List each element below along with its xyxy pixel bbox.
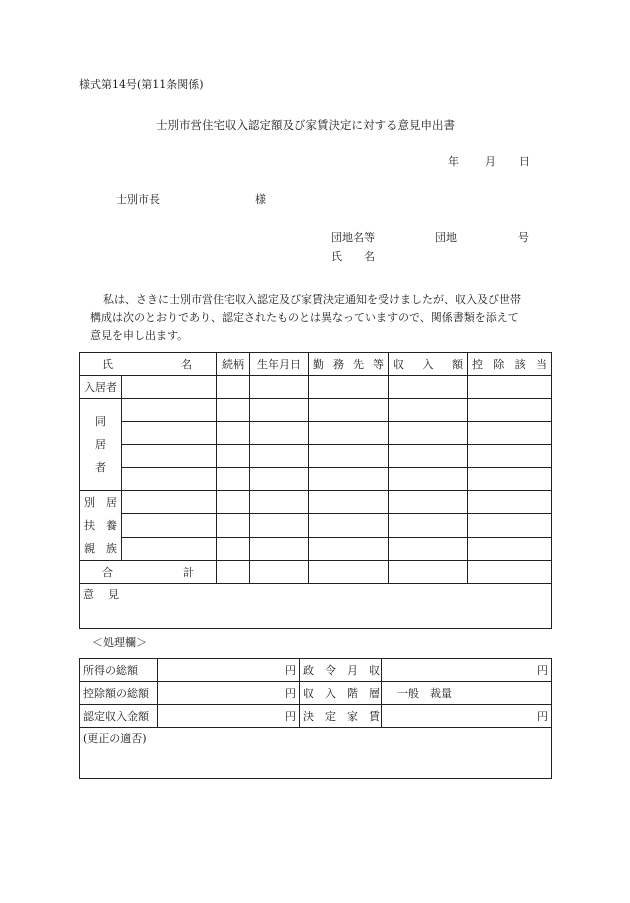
processing-row [80, 705, 552, 728]
cell[interactable] [468, 514, 552, 537]
resident-row [80, 376, 552, 399]
total-row [80, 561, 552, 584]
cell[interactable] [250, 561, 309, 584]
cell[interactable] [309, 468, 389, 491]
cell[interactable] [309, 537, 389, 560]
cell[interactable] [309, 561, 389, 584]
separate-row [80, 491, 552, 514]
form-number: 様式第14号(第11条関係) [79, 78, 204, 91]
cell[interactable] [468, 422, 552, 445]
applicant-name-label: 氏 名 [331, 250, 375, 263]
cohabitant-row [80, 445, 552, 468]
separate-row [80, 537, 552, 560]
cell[interactable] [309, 376, 389, 399]
addressee-name: 士別市長 [116, 193, 160, 206]
cell[interactable] [217, 468, 250, 491]
cell[interactable] [389, 376, 468, 399]
cell[interactable] [122, 399, 217, 422]
cell[interactable] [217, 491, 250, 514]
header-income: 収 入 額 [389, 353, 468, 376]
cell[interactable] [122, 422, 217, 445]
separate-row [80, 514, 552, 537]
cohabitant-label: 同 居 者 [80, 399, 122, 491]
cell[interactable] [217, 537, 250, 560]
separate-label: 別 居 扶 養 親 族 [80, 491, 122, 561]
addressee-honorific: 様 [255, 193, 266, 206]
monthly-income-value[interactable]: 円 [382, 659, 552, 682]
cell[interactable] [122, 514, 217, 537]
cell[interactable] [468, 468, 552, 491]
decided-rent-value[interactable]: 円 [382, 705, 552, 728]
body-line-1: 私は、さきに士別市営住宅収入認定及び家賃決定通知を受けましたが、収入及び世帯 [103, 293, 521, 306]
cell[interactable] [389, 561, 468, 584]
cell[interactable] [217, 399, 250, 422]
number-suffix: 号 [518, 231, 529, 244]
remarks-row [80, 728, 552, 779]
body-line-2: 構成は次のとおりであり、認定されたものとは異なっていますので、関係書類を添えて [90, 311, 519, 324]
cell[interactable] [217, 422, 250, 445]
cell[interactable] [468, 399, 552, 422]
decided-rent-label: 決 定 家 賃 [300, 705, 382, 728]
cell[interactable] [309, 514, 389, 537]
cell[interactable] [217, 445, 250, 468]
cell[interactable] [250, 537, 309, 560]
total-label: 合 計 [80, 561, 217, 584]
certified-income-label: 認定収入金額 [80, 705, 158, 728]
cell[interactable] [122, 468, 217, 491]
cell[interactable] [468, 561, 552, 584]
cell[interactable] [250, 491, 309, 514]
cohabitant-row [80, 399, 552, 422]
income-total-value[interactable]: 円 [158, 659, 300, 682]
cell[interactable] [468, 376, 552, 399]
cell[interactable] [217, 514, 250, 537]
document-title: 士別市営住宅収入認定額及び家賃決定に対する意見申出書 [156, 118, 455, 132]
date-year: 年 [448, 155, 459, 168]
cell[interactable] [309, 399, 389, 422]
cell[interactable] [468, 445, 552, 468]
cell[interactable] [122, 491, 217, 514]
cell[interactable] [389, 468, 468, 491]
cell[interactable] [250, 445, 309, 468]
header-name: 氏 名 [80, 353, 217, 376]
cell[interactable] [468, 537, 552, 560]
cell[interactable] [389, 399, 468, 422]
cell[interactable] [250, 399, 309, 422]
certified-income-value[interactable]: 円 [158, 705, 300, 728]
cell[interactable] [250, 422, 309, 445]
cell[interactable] [389, 422, 468, 445]
cell[interactable] [122, 537, 217, 560]
income-bracket-value[interactable]: 一般 裁量 [382, 682, 552, 705]
deduction-total-value[interactable]: 円 [158, 682, 300, 705]
processing-row [80, 659, 552, 682]
cell[interactable] [389, 514, 468, 537]
processing-table [79, 658, 552, 779]
header-row [80, 353, 552, 376]
income-total-label: 所得の総額 [80, 659, 158, 682]
header-relation: 続柄 [217, 353, 250, 376]
body-line-3: 意見を申し出ます。 [90, 329, 189, 342]
processing-row [80, 682, 552, 705]
deduction-total-label: 控除額の総額 [80, 682, 158, 705]
cell[interactable] [468, 491, 552, 514]
complex-label: 団地名等 [331, 231, 375, 244]
cell[interactable] [309, 491, 389, 514]
cell[interactable] [389, 491, 468, 514]
processing-heading: ＜処理欄＞ [92, 636, 147, 649]
cell[interactable] [122, 376, 217, 399]
cohabitant-row [80, 422, 552, 445]
cell[interactable] [122, 445, 217, 468]
opinion-row [80, 584, 552, 629]
cell[interactable] [217, 376, 250, 399]
cell[interactable] [250, 468, 309, 491]
cell[interactable] [217, 561, 250, 584]
remarks-cell[interactable]: (更正の適否) [80, 728, 552, 779]
household-table [79, 352, 552, 629]
monthly-income-label: 政 令 月 収 [300, 659, 382, 682]
income-bracket-label: 収 入 階 層 [300, 682, 382, 705]
cell[interactable] [250, 514, 309, 537]
header-deduction: 控 除 該 当 [468, 353, 552, 376]
cell[interactable] [389, 445, 468, 468]
cell[interactable] [309, 422, 389, 445]
cell[interactable] [389, 537, 468, 560]
cell[interactable] [309, 445, 389, 468]
opinion-cell[interactable]: 意 見 [80, 584, 552, 629]
date-day: 日 [519, 155, 530, 168]
cell[interactable] [250, 376, 309, 399]
date-month: 月 [485, 155, 496, 168]
cohabitant-row [80, 468, 552, 491]
complex-suffix: 団地 [435, 231, 457, 244]
resident-label: 入居者 [80, 376, 122, 399]
header-birth: 生年月日 [250, 353, 309, 376]
header-work: 勤 務 先 等 [309, 353, 389, 376]
